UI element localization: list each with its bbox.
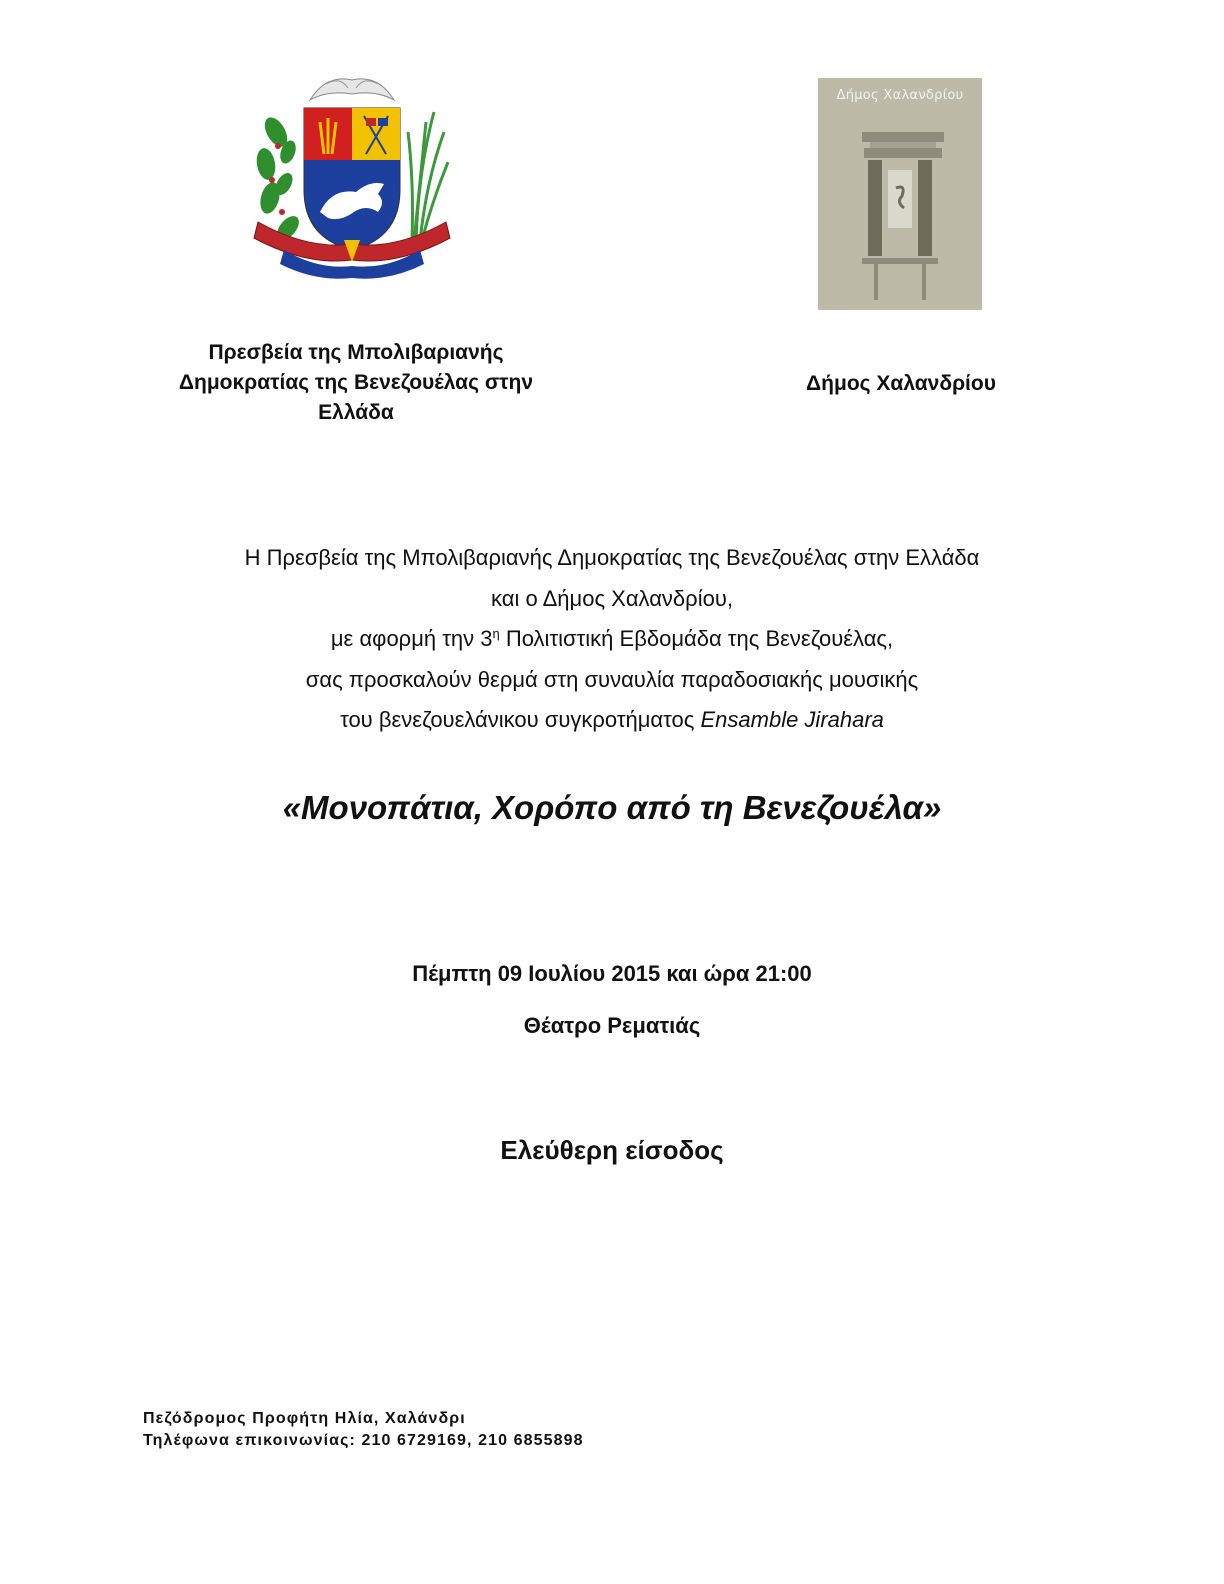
embassy-name	[140, 338, 572, 428]
invitation-line: σας προσκαλούν θερμά στη συναυλία παραδοσιακής μουσικής	[305, 666, 919, 692]
chalandri-municipality-logo-icon	[818, 78, 982, 310]
ensemble-name: Ensamble Jirahara	[700, 707, 884, 732]
municipality-name: Δήμος Χαλανδρίου	[806, 372, 996, 395]
invitation-text-segment: Πολιτιστική Εβδομάδα της Βενεζουέλας,	[499, 626, 894, 651]
invitation-line	[112, 700, 1112, 741]
embassy-name-line: Δημοκρατίας της Βενεζουέλας στην	[178, 371, 534, 394]
invitation-text-segment: του βενεζουελάνικου συγκροτήματος	[340, 707, 701, 732]
venezuela-coat-of-arms-icon	[248, 72, 456, 282]
footer-phones: Τηλέφωνα επικοινωνίας: 210 6729169, 210 6855898	[143, 1432, 584, 1449]
embassy-name-line: Ελλάδα	[318, 401, 394, 424]
free-entry-notice: Ελεύθερη είσοδος	[500, 1135, 724, 1165]
invitation-text	[112, 538, 1112, 741]
ordinal-superscript: η	[492, 626, 500, 641]
footer-address: Πεζόδρομος Προφήτη Ηλία, Χαλάνδρι	[143, 1410, 466, 1427]
invitation-line	[112, 619, 1112, 660]
embassy-name-line: Πρεσβεία της Μπολιβαριανής	[208, 341, 504, 364]
contact-footer	[143, 1408, 843, 1452]
logo-caption: Δήμος Χαλανδρίου	[836, 88, 964, 103]
invitation-text-segment: με αφορμή την 3	[330, 626, 493, 651]
invitation-line: Η Πρεσβεία της Μπολιβαριανής Δημοκρατίας της Βενεζουέλας στην Ελλάδα	[244, 545, 980, 570]
event-title: «Μονοπάτια, Χορόπο από τη Βενεζουέλα»	[282, 789, 942, 826]
event-date-time: Πέμπτη 09 Ιουλίου 2015 και ώρα 21:00	[412, 961, 812, 986]
invitation-line: και ο Δήμος Χαλανδρίου,	[491, 585, 733, 611]
event-venue: Θέατρο Ρεματιάς	[523, 1013, 701, 1038]
